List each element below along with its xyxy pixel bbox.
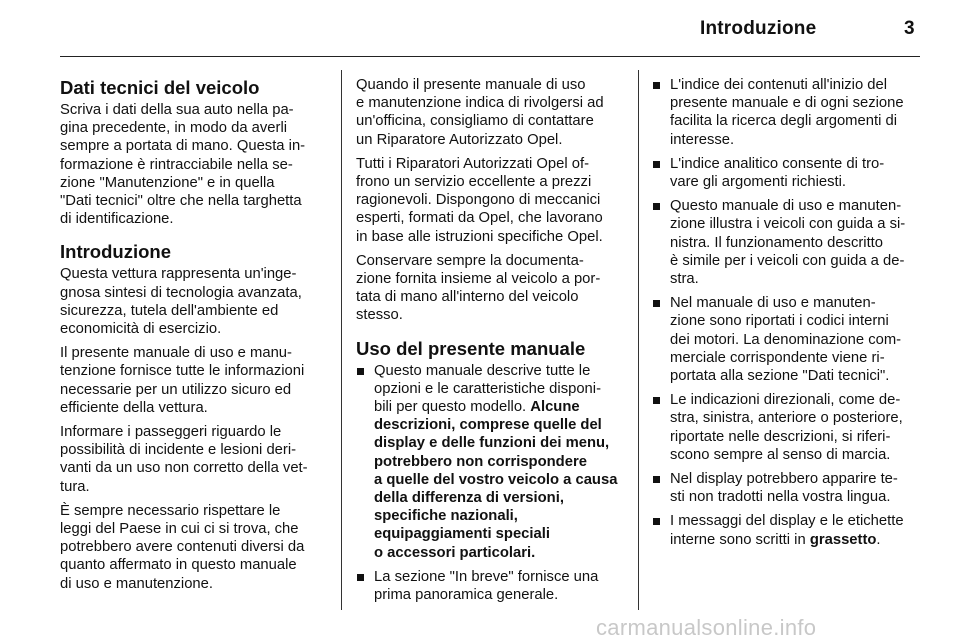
paragraph-documentation: Conservare sempre la documenta- zione fornita insieme al veicolo a por- tata di mano all'interno del veicolo stesso. [356,252,601,324]
paragraph-vehicle-data: Scriva i dati della sua auto nella pa- gina precedente, in modo da averli sempre a portata di mano. Questa in- formazione è rintracciabile nella se- zione "Manutenzione" e in quella "Dati tecnici" oltre che nella targhetta di identificazione. [60,102,306,228]
bullet-square-icon [653,397,660,404]
list-item-text: I messaggi del display e le etichette interne sono scritti in [670,513,904,548]
bullet-square-icon [653,82,660,89]
list-item-text-end: . [876,531,881,548]
list-item [652,294,924,385]
paragraph-repairers: Tutti i Riparatori Autorizzati Opel of- frono un servizio eccellente a prezzi ragionevoli. Dispongono di meccanici esperti, formati da Opel, che lavorano in base alle istruzioni specifiche Opel. [356,155,603,245]
section-heading-manual-use: Uso del presente manuale [356,337,586,359]
paragraph-intro-2: Il presente manuale di uso e manu- tenzione fornisce tutte le informazioni necessarie per un utilizzo sicuro ed efficiente della vettura. [60,345,305,416]
column-middle [356,76,626,610]
bullet-square-icon [357,574,364,581]
list-item-text: Nel display potrebbero apparire te- sti non tradotti nella vostra lingua. [670,471,898,506]
list-item-bold-text: Alcune descrizioni, comprese quelle del display e delle funzioni dei menu, potrebbero non corrispondere a quelle del vostro veicolo a causa della differenza di versioni, specifiche nazionali, equipaggiamenti speciali o accessori particolari. [374,399,618,561]
paragraph-intro-4: È sempre necessario rispettare le leggi del Paese in cui ci si trova, che potrebbero avere contenuti diversi da quanto affermato in questo manuale di uso e manutenzione. [60,502,305,592]
list-item [652,512,924,548]
manual-use-list-continued [652,76,924,549]
list-item-bold-text: grassetto [809,531,877,548]
bullet-square-icon [653,203,660,210]
page-number: 3 [904,18,915,39]
list-item [652,470,924,506]
list-item [652,76,924,149]
paragraph-intro-3: Informare i passeggeri riguardo le possibilità di incidente e lesioni deri- vanti da un uso non corretto della vet- tura. [60,424,308,495]
column-divider-right [638,70,639,610]
list-item [652,391,924,464]
paragraph-workshop: Quando il presente manuale di uso e manutenzione indica di rivolgersi ad un'officina, consigliamo di contattare un Riparatore Autorizzato Opel. [356,77,604,148]
bullet-square-icon [653,518,660,525]
list-item [652,197,924,288]
bullet-square-icon [357,368,364,375]
page-header-title: Introduzione [700,18,817,39]
column-right [652,76,924,555]
section-heading-vehicle-data: Dati tecnici del veicolo [60,77,260,98]
section-heading-introduction: Introduzione [60,241,171,263]
list-item [356,362,626,562]
bullet-square-icon [653,300,660,307]
bullet-square-icon [653,476,660,483]
paragraph-intro-1: Questa vettura rappresenta un'inge- gnosa sintesi di tecnologia avanzata, sicurezza, tutela dell'ambiente ed economicità di esercizio. [60,266,302,338]
manual-use-list [356,362,626,605]
list-item-text: Le indicazioni direzionali, come de- stra, sinistra, anteriore o posteriore, riportate nelle descrizioni, si riferi- scono sempre al senso di marcia. [670,392,903,463]
list-item [652,155,924,191]
header-divider [60,56,920,57]
list-item-text: L'indice dei contenuti all'inizio del presente manuale e di ogni sezione facilita la ricerca degli argomenti di interesse. [670,77,904,148]
watermark-text: carmanualsonline.info [596,615,817,640]
column-divider-left [341,70,342,610]
list-item [356,568,626,604]
list-item-text: Questo manuale descrive tutte le opzioni e le caratteristiche disponi- bili per questo modello. [374,362,602,416]
bullet-square-icon [653,161,660,168]
list-item-text: La sezione "In breve" fornisce una prima panoramica generale. [374,568,599,604]
column-left [60,76,326,599]
list-item-text: Questo manuale di uso e manuten- zione illustra i veicoli con guida a si- nistra. Il funzionamento descritto è simile per i veicoli con guida a de- stra. [670,198,906,288]
list-item-text: Nel manuale di uso e manuten- zione sono riportati i codici interni dei motori. La denominazione com- merciale corrispondente viene ri- portata alla sezione "Dati tecnici". [670,295,902,385]
list-item-text: L'indice analitico consente di tro- vare gli argomenti richiesti. [670,155,885,191]
